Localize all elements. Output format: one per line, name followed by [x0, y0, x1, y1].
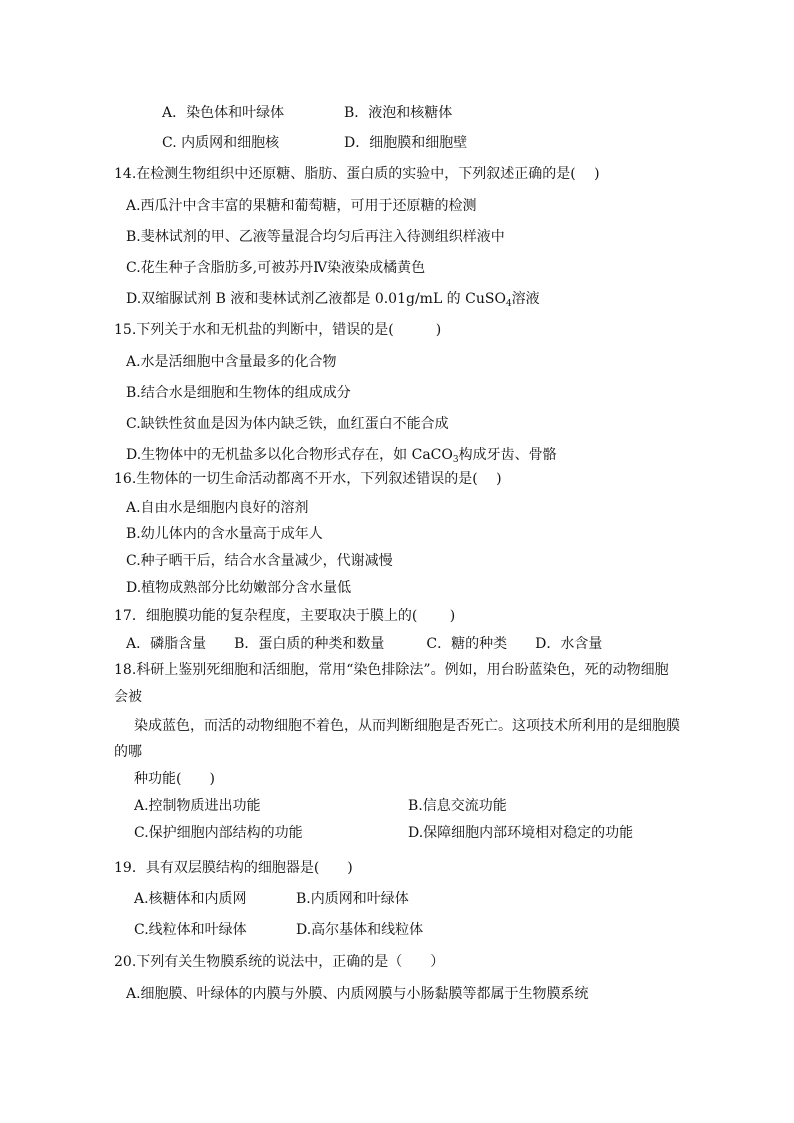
q18-stem-line-4: 的哪 — [114, 744, 142, 760]
q13-option-b: B．液泡和核糖体 — [344, 105, 453, 121]
q15-option-d-suffix: 构成牙齿、骨骼 — [458, 447, 557, 463]
q16-option-a: A.自由水是细胞内良好的溶剂 — [126, 500, 309, 516]
q19-option-d: D.高尔基体和线粒体 — [296, 922, 424, 938]
q16-option-b: B.幼儿体内的含水量高于成年人 — [126, 526, 323, 542]
q13-option-a: A．染色体和叶绿体 — [162, 105, 285, 121]
q15-option-d-text: D.生物体中的无机盐多以化合物形式存在，如 CaCO — [126, 447, 453, 463]
q19-option-b: B.内质网和叶绿体 — [296, 891, 409, 907]
q18-option-d: D.保障细胞内部环境相对稳定的功能 — [408, 825, 634, 841]
q16-option-c: C.种子晒干后，结合水含量减少，代谢减慢 — [126, 553, 393, 569]
q14-option-d — [126, 289, 540, 311]
q19-option-c: C.线粒体和叶绿体 — [134, 922, 247, 938]
q16-stem: 16.生物体的一切生命活动都离不开水，下列叙述错误的是( ) — [114, 471, 502, 487]
q15-option-a: A.水是活细胞中含量最多的化合物 — [126, 354, 337, 370]
q19-stem: 19．具有双层膜结构的细胞器是( ) — [114, 860, 353, 876]
q17-options: A．磷脂含量 B．蛋白质的种类和数量 C．糖的种类 D．水含量 — [126, 636, 603, 652]
q16-option-d: D.植物成熟部分比幼嫩部分含水量低 — [126, 580, 352, 596]
q18-stem-line-2: 会被 — [114, 689, 142, 705]
q20-stem: 20.下列有关生物膜系统的说法中，正确的是（ ） — [114, 954, 445, 970]
q14-option-b: B.斐林试剂的甲、乙液等量混合均匀后再注入待测组织样液中 — [126, 229, 505, 245]
q14-option-d-text: D.双缩脲试剂 B 液和斐林试剂乙液都是 0.01g/mL 的 CuSO — [126, 291, 506, 307]
q14-option-c: C.花生种子含脂肪多,可被苏丹Ⅳ染液染成橘黄色 — [126, 260, 426, 276]
q14-stem: 14.在检测生物组织中还原糖、脂肪、蛋白质的实验中，下列叙述正确的是( ) — [114, 166, 600, 182]
q14-option-a: A.西瓜汁中含丰富的果糖和葡萄糖，可用于还原糖的检测 — [126, 198, 477, 214]
q20-option-a: A.细胞膜、叶绿体的内膜与外膜、内质网膜与小肠黏膜等都属于生物膜系统 — [126, 986, 589, 1002]
q15-stem: 15.下列关于水和无机盐的判断中，错误的是( ) — [114, 322, 442, 338]
q19-option-a: A.核糖体和内质网 — [134, 891, 247, 907]
q15-option-d — [126, 445, 557, 467]
q18-option-a: A.控制物质进出功能 — [134, 798, 261, 814]
q17-stem: 17．细胞膜功能的复杂程度，主要取决于膜上的( ) — [114, 608, 456, 624]
q14-option-d-subscript: 4 — [505, 299, 512, 309]
q14-option-d-suffix: 溶液 — [511, 291, 540, 307]
q18-option-c: C.保护细胞内部结构的功能 — [134, 825, 303, 841]
q18-stem-line-1: 18.科研上鉴别死细胞和活细胞，常用“染色排除法”。例如，用台盼蓝染色，死的动物细胞 — [114, 662, 669, 678]
q15-option-d-subscript: 3 — [452, 455, 459, 465]
q15-option-b: B.结合水是细胞和生物体的组成成分 — [126, 385, 351, 401]
q13-option-c: C. 内质网和细胞核 — [162, 135, 280, 151]
q18-stem-line-5: 种功能( ) — [134, 771, 215, 787]
q15-option-c: C.缺铁性贫血是因为体内缺乏铁，血红蛋白不能合成 — [126, 416, 449, 432]
q18-stem-line-3: 染成蓝色，而活的动物细胞不着色，从而判断细胞是否死亡。这项技术所利用的是细胞膜 — [134, 718, 680, 734]
q13-option-d: D．细胞膜和细胞壁 — [344, 135, 468, 151]
q18-option-b: B.信息交流功能 — [408, 798, 507, 814]
